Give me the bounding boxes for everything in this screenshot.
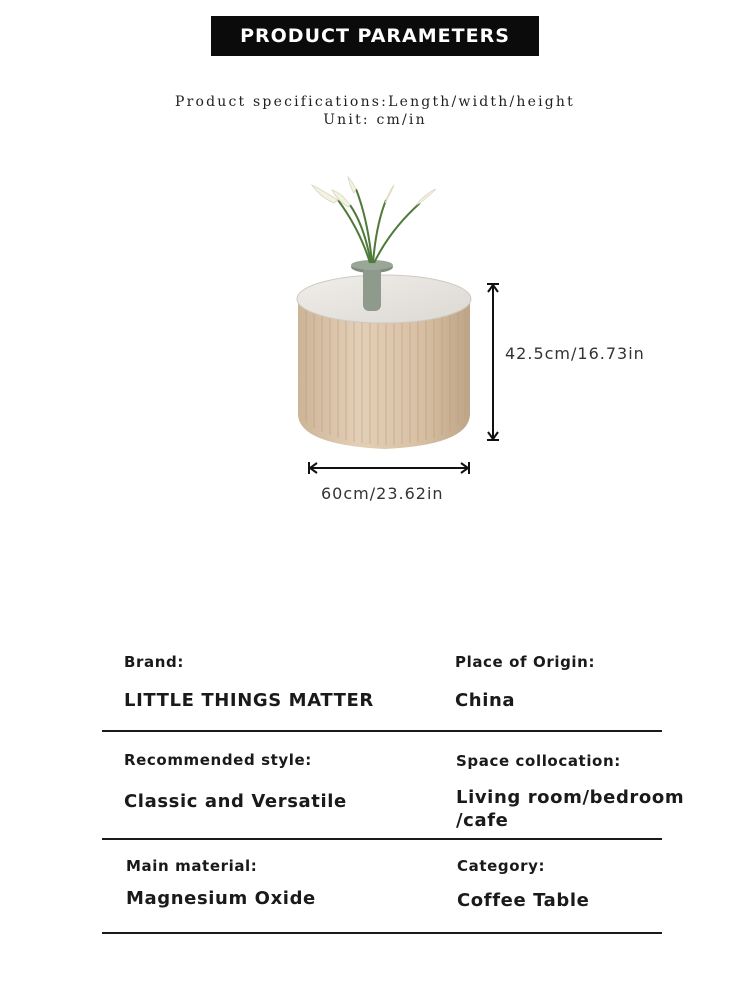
category-value: Coffee Table	[457, 890, 590, 911]
space-label: Space collocation:	[456, 752, 621, 770]
style-label: Recommended style:	[124, 751, 312, 769]
specifications-line: Product specifications:Length/width/height	[175, 94, 575, 110]
origin-label: Place of Origin:	[455, 653, 596, 671]
material-value: Magnesium Oxide	[126, 888, 316, 909]
origin-value: China	[455, 690, 516, 711]
brand-value: LITTLE THINGS MATTER	[124, 690, 374, 711]
row-divider	[102, 932, 662, 934]
material-label: Main material:	[126, 857, 258, 875]
unit-line: Unit: cm/in	[323, 112, 427, 128]
row-divider	[102, 730, 662, 732]
page-title: PRODUCT PARAMETERS	[240, 25, 510, 47]
brand-label: Brand:	[124, 653, 184, 671]
space-value-line1: Living room/bedroom	[456, 787, 685, 808]
height-dimension-label: 42.5cm/16.73in	[505, 344, 645, 363]
row-divider	[102, 838, 662, 840]
space-value-line2: /cafe	[456, 810, 509, 831]
style-value: Classic and Versatile	[124, 791, 347, 812]
category-label: Category:	[457, 857, 546, 875]
width-dimension-label: 60cm/23.62in	[321, 484, 444, 503]
